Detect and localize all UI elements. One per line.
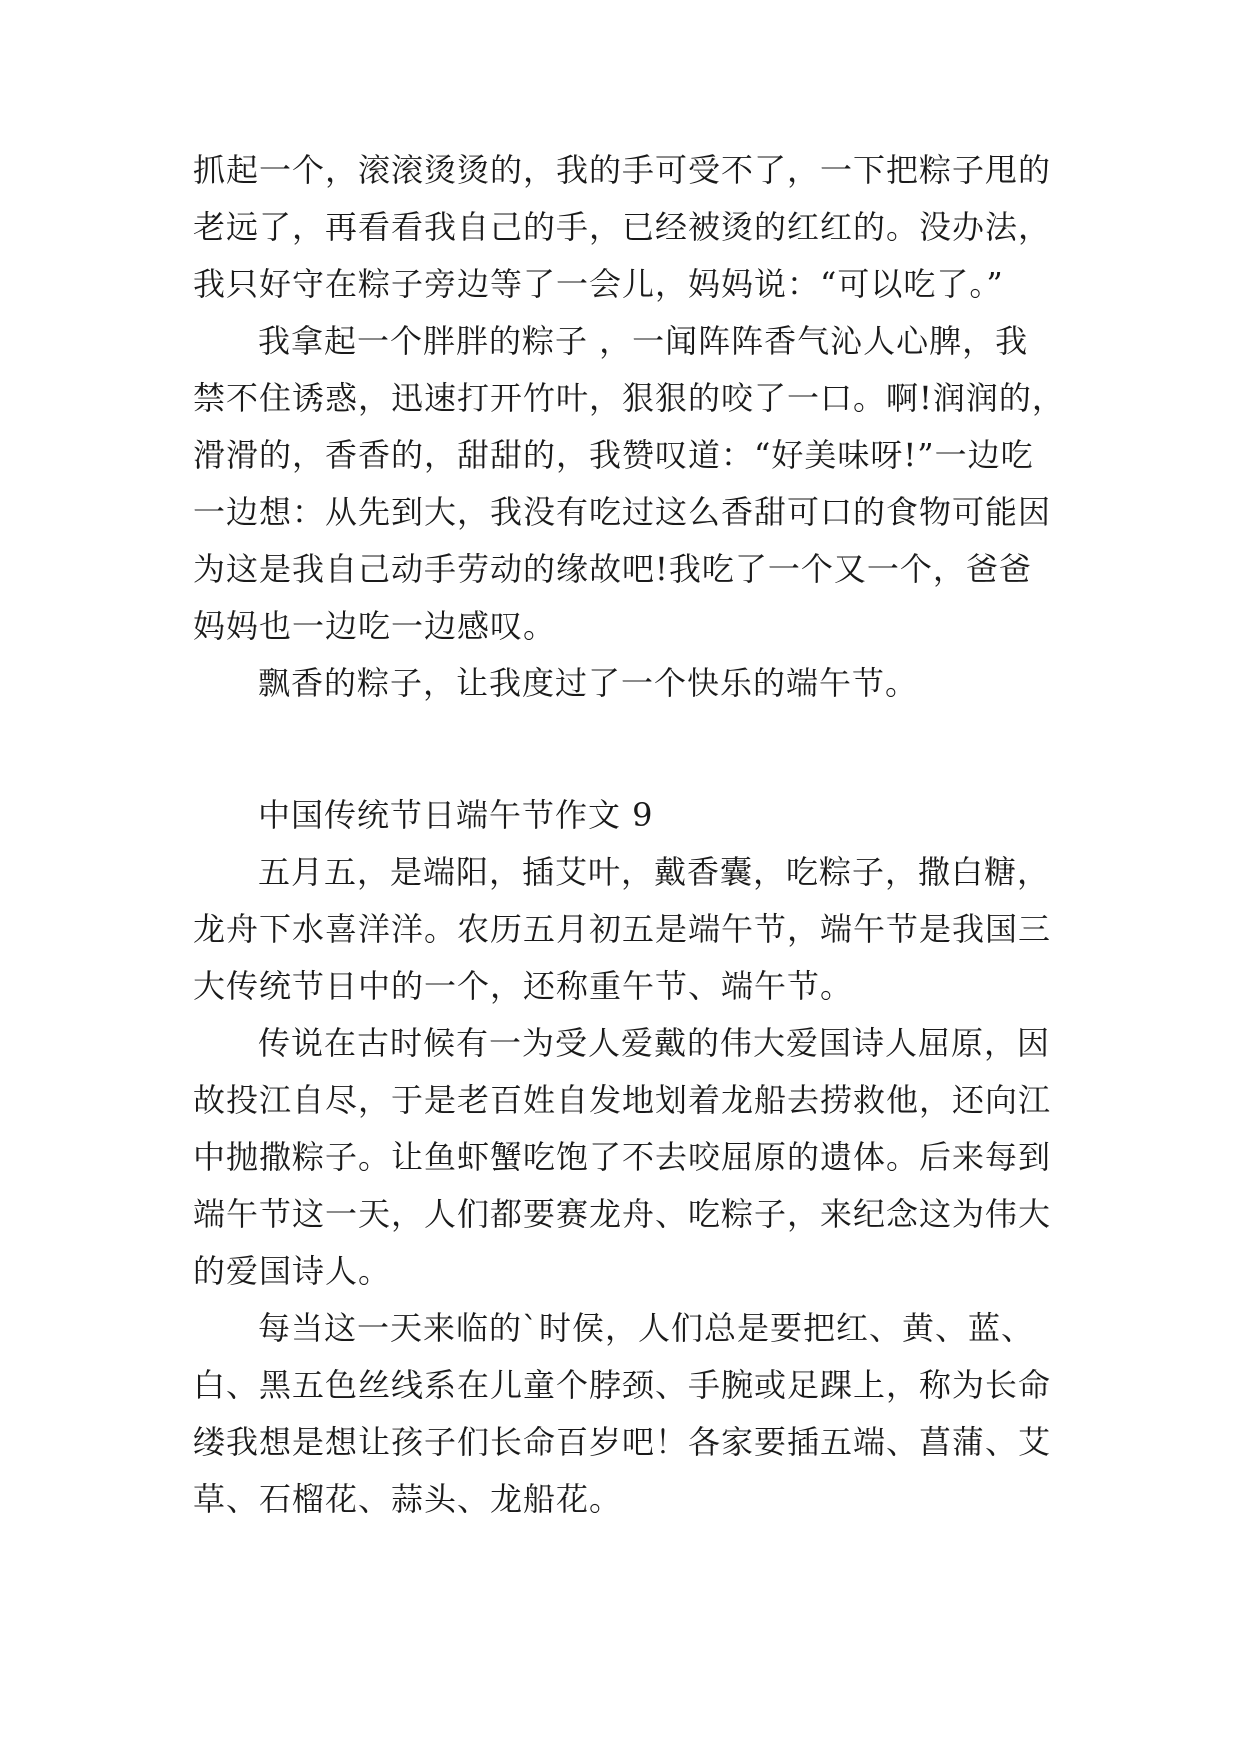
text-line: 大传统节日中的一个，还称重午节、端午节。 bbox=[193, 967, 854, 1005]
paragraph-start: 我拿起一个胖胖的粽子 ，一闻阵阵香气沁人心脾，我 bbox=[258, 322, 1029, 360]
section-heading: 中国传统节日端午节作文 9 bbox=[258, 796, 654, 834]
text-line: 的爱国诗人。 bbox=[193, 1252, 392, 1290]
text-line: 缕我想是想让孩子们长命百岁吧！各家要插五端、菖蒲、艾 bbox=[193, 1423, 1052, 1461]
text-line: 滑滑的，香香的，甜甜的，我赞叹道：“好美味呀!”一边吃 bbox=[193, 436, 1034, 474]
paragraph-start: 飘香的粽子，让我度过了一个快乐的端午节。 bbox=[258, 664, 919, 702]
text-line: 白、黑五色丝线系在儿童个脖颈、手腕或足踝上，称为长命 bbox=[193, 1366, 1052, 1404]
paragraph-start: 五月五，是端阳，插艾叶，戴香囊，吃粽子，撒白糖， bbox=[258, 853, 1051, 891]
text-line: 老远了，再看看我自己的手，已经被烫的红红的。没办法， bbox=[193, 208, 1052, 246]
text-line: 草、石榴花、蒜头、龙船花。 bbox=[193, 1480, 623, 1518]
text-line: 妈妈也一边吃一边感叹。 bbox=[193, 607, 557, 645]
text-line: 故投江自尽，于是老百姓自发地划着龙船去捞救他，还向江 bbox=[193, 1081, 1052, 1119]
text-line: 中抛撒粽子。让鱼虾蟹吃饱了不去咬屈原的遗体。后来每到 bbox=[193, 1138, 1052, 1176]
paragraph-start: 每当这一天来临的`时侯，人们总是要把红、黄、蓝、 bbox=[258, 1309, 1035, 1347]
text-line: 抓起一个，滚滚烫烫的，我的手可受不了，一下把粽子甩的 bbox=[193, 151, 1052, 189]
text-line: 一边想：从先到大，我没有吃过这么香甜可口的食物可能因 bbox=[193, 493, 1052, 531]
text-line: 禁不住诱惑，迅速打开竹叶，狠狠的咬了一口。啊!润润的， bbox=[193, 379, 1065, 417]
text-line: 我只好守在粽子旁边等了一会儿，妈妈说：“可以吃了。” bbox=[193, 265, 1004, 303]
text-line: 为这是我自己动手劳动的缘故吧!我吃了一个又一个，爸爸 bbox=[193, 550, 1032, 588]
text-line: 龙舟下水喜洋洋。农历五月初五是端午节，端午节是我国三 bbox=[193, 910, 1052, 948]
paragraph-start: 传说在古时候有一为受人爱戴的伟大爱国诗人屈原，因 bbox=[258, 1024, 1051, 1062]
text-line: 端午节这一天，人们都要赛龙舟、吃粽子，来纪念这为伟大 bbox=[193, 1195, 1052, 1233]
